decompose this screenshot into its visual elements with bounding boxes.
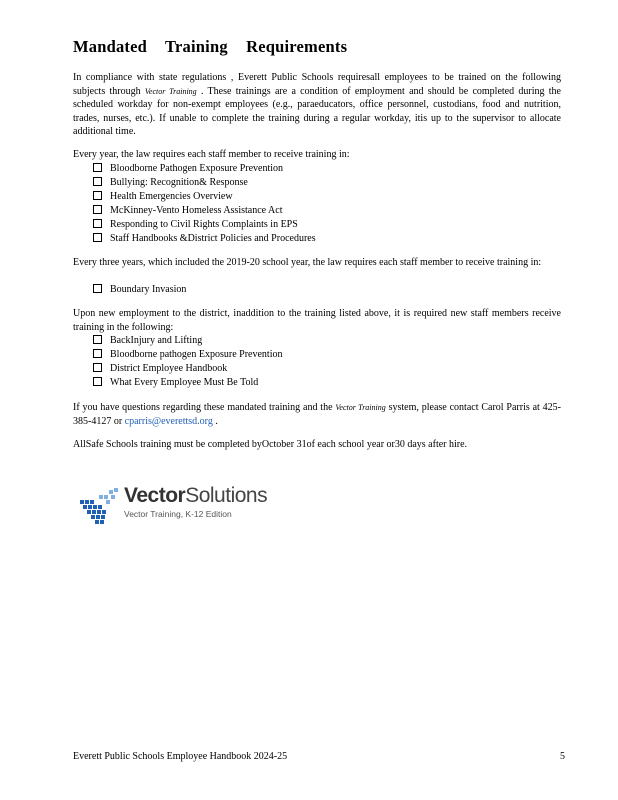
list-item: Bloodborne Pathogen Exposure Prevention (73, 162, 561, 176)
checkbox-bullet-icon (93, 233, 102, 242)
list-item: Responding to Civil Rights Complaints in EPS (73, 218, 561, 232)
checkbox-bullet-icon (93, 363, 102, 372)
list-item: Bloodborne pathogen Exposure Prevention (73, 348, 561, 362)
new-staff-heading: Upon new employment to the district, inaddition to the training listed above, it is required new staff members receive training in the following: (73, 308, 561, 333)
logo-wordmark: VectorSolutions (124, 484, 268, 507)
logo-tagline: Vector Training, K-12 Edition (124, 509, 232, 519)
intro-text-1: In compliance with state regulations , Everett Public Schools requiresall employees to be trained on the following subjects through (73, 72, 561, 97)
vector-training-term: Vector Training (144, 86, 197, 96)
checkbox-bullet-icon (93, 349, 102, 358)
annual-training-list (73, 162, 561, 246)
annual-heading: Every year, the law requires each staff member to receive training in: (73, 149, 350, 160)
triennial-heading: Every three years, which included the 2019-20 school year, the law requires each staff member to receive training in: (73, 257, 542, 268)
vector-solutions-logo (78, 484, 268, 532)
checkbox-bullet-icon (93, 177, 102, 186)
intro-paragraph (73, 71, 561, 139)
page-number: 5 (560, 751, 565, 762)
new-staff-training-list (73, 334, 561, 390)
checkbox-bullet-icon (93, 377, 102, 386)
vector-logo-mark-icon (78, 486, 122, 530)
email-link[interactable]: cparris@everettsd.org (124, 415, 213, 427)
deadline-paragraph: AllSafe Schools training must be completed byOctober 31of each school year or30 days after hire. (73, 439, 468, 450)
vector-training-term: Vector Training (335, 403, 386, 412)
checkbox-bullet-icon (93, 191, 102, 200)
contact-paragraph: If you have questions regarding these mandated training and the Vector Training system, please contact Carol Parris at 425-385-4127 or cparris@everettsd.org . (73, 402, 561, 427)
checkbox-bullet-icon (93, 205, 102, 214)
list-item: McKinney-Vento Homeless Assistance Act (73, 204, 561, 218)
checkbox-bullet-icon (93, 335, 102, 344)
triennial-training-list (73, 283, 561, 297)
page-title: Mandated Training Requirements (73, 37, 348, 56)
list-item: Bullying: Recognition& Response (73, 176, 561, 190)
checkbox-bullet-icon (93, 219, 102, 228)
list-item: What Every Employee Must Be Told (73, 376, 561, 390)
list-item: BackInjury and Lifting (73, 334, 561, 348)
intro-text-2: . These trainings are a condition of employment and should be completed during the scheduled workday for non-exempt employees (e.g., paraeducators, office personnel, custodians, food and nutrition, trades, nurses, etc.). If unable to complete the training during a regular workday, itis up to the supervisor to allocate additional time. (73, 85, 561, 137)
list-item: Staff Handbooks &District Policies and Procedures (73, 232, 561, 246)
list-item: District Employee Handbook (73, 362, 561, 376)
list-item: Boundary Invasion (73, 283, 561, 297)
checkbox-bullet-icon (93, 284, 102, 293)
footer-handbook-title: Everett Public Schools Employee Handbook 2024-25 (73, 751, 288, 762)
list-item: Health Emergencies Overview (73, 190, 561, 204)
checkbox-bullet-icon (93, 163, 102, 172)
